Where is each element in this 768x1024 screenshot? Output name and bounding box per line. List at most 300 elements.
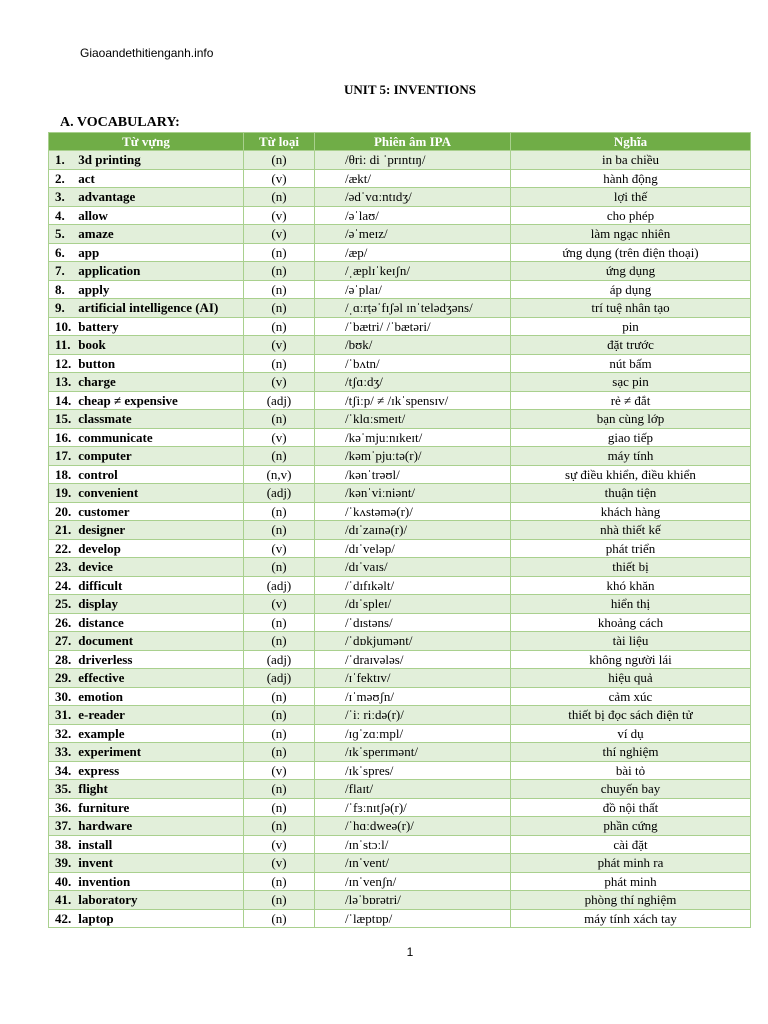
word-cell <box>49 613 244 632</box>
meaning-cell: khách hàng <box>511 502 751 521</box>
meaning-cell: tài liệu <box>511 632 751 651</box>
ipa-cell: /kəmˈpjuːtə(r)/ <box>315 447 511 466</box>
ipa-cell: /ˈbʌtn/ <box>315 354 511 373</box>
row-number: 29. <box>55 670 72 686</box>
vocab-word: driverless <box>78 651 133 667</box>
meaning-cell: chuyến bay <box>511 780 751 799</box>
vocab-word: example <box>78 725 125 741</box>
meaning-cell: cảm xúc <box>511 687 751 706</box>
word-cell <box>49 854 244 873</box>
meaning-cell: phát minh ra <box>511 854 751 873</box>
vocab-word: emotion <box>78 688 124 704</box>
vocab-word: convenient <box>78 485 139 501</box>
vocab-word: button <box>78 355 116 371</box>
vocab-word: book <box>78 337 106 353</box>
row-number: 20. <box>55 503 72 519</box>
row-number: 5. <box>55 226 65 242</box>
table-row <box>49 354 751 373</box>
table-row <box>49 225 751 244</box>
word-cell <box>49 169 244 188</box>
row-number: 36. <box>55 799 72 815</box>
vocab-word: distance <box>78 614 124 630</box>
word-cell <box>49 317 244 336</box>
vocab-word: hardware <box>78 818 133 834</box>
row-number: 13. <box>55 374 72 390</box>
table-row <box>49 780 751 799</box>
meaning-cell: cài đặt <box>511 835 751 854</box>
vocab-word: difficult <box>78 577 123 593</box>
part-of-speech-cell: (adj) <box>244 669 315 688</box>
vocab-word: invention <box>78 873 131 889</box>
meaning-cell: sạc pin <box>511 373 751 392</box>
row-number: 33. <box>55 744 72 760</box>
meaning-cell: bạn cùng lớp <box>511 410 751 429</box>
row-number: 1. <box>55 152 65 168</box>
meaning-cell: rẻ ≠ đắt <box>511 391 751 410</box>
table-row <box>49 761 751 780</box>
ipa-cell: /ɪnˈvent/ <box>315 854 511 873</box>
vocab-word: flight <box>78 781 108 797</box>
part-of-speech-cell: (n) <box>244 410 315 429</box>
word-cell <box>49 465 244 484</box>
table-row <box>49 872 751 891</box>
part-of-speech-cell: (n) <box>244 632 315 651</box>
vocabulary-table <box>48 132 751 928</box>
table-row <box>49 299 751 318</box>
word-cell <box>49 706 244 725</box>
table-row <box>49 687 751 706</box>
row-number: 10. <box>55 318 72 334</box>
part-of-speech-cell: (v) <box>244 539 315 558</box>
meaning-cell: phòng thí nghiệm <box>511 891 751 910</box>
part-of-speech-cell: (v) <box>244 428 315 447</box>
row-number: 42. <box>55 910 72 926</box>
row-number: 25. <box>55 596 72 612</box>
row-number: 14. <box>55 392 72 408</box>
part-of-speech-cell: (n) <box>244 780 315 799</box>
table-row <box>49 798 751 817</box>
vocab-word: charge <box>78 374 116 390</box>
part-of-speech-cell: (n) <box>244 243 315 262</box>
word-cell <box>49 243 244 262</box>
vocab-word: communicate <box>78 429 153 445</box>
part-of-speech-cell: (v) <box>244 169 315 188</box>
row-number: 16. <box>55 429 72 445</box>
word-cell <box>49 724 244 743</box>
table-row <box>49 835 751 854</box>
part-of-speech-cell: (n) <box>244 687 315 706</box>
table-row <box>49 484 751 503</box>
word-cell <box>49 761 244 780</box>
part-of-speech-cell: (n) <box>244 558 315 577</box>
part-of-speech-cell: (n) <box>244 447 315 466</box>
ipa-cell: /əˈplaɪ/ <box>315 280 511 299</box>
table-row <box>49 428 751 447</box>
word-cell <box>49 206 244 225</box>
vocab-word: application <box>78 263 141 279</box>
meaning-cell: cho phép <box>511 206 751 225</box>
vocab-word: experiment <box>78 744 142 760</box>
word-cell <box>49 539 244 558</box>
table-row <box>49 188 751 207</box>
meaning-cell: phần cứng <box>511 817 751 836</box>
meaning-cell: nút bấm <box>511 354 751 373</box>
table-row <box>49 724 751 743</box>
row-number: 27. <box>55 633 72 649</box>
part-of-speech-cell: (n) <box>244 798 315 817</box>
part-of-speech-cell: (adj) <box>244 576 315 595</box>
ipa-cell: /ˌæplɪˈkeɪʃn/ <box>315 262 511 281</box>
ipa-cell: /dɪˈvaɪs/ <box>315 558 511 577</box>
vocab-word: laboratory <box>78 892 138 908</box>
ipa-cell: /ˈhɑːdweə(r)/ <box>315 817 511 836</box>
ipa-cell: /ɪˈfektɪv/ <box>315 669 511 688</box>
row-number: 18. <box>55 466 72 482</box>
meaning-cell: phát triển <box>511 539 751 558</box>
vocab-word: document <box>78 633 134 649</box>
meaning-cell: ví dụ <box>511 724 751 743</box>
ipa-cell: /ˈdɒkjumənt/ <box>315 632 511 651</box>
table-row <box>49 576 751 595</box>
ipa-cell: /ˈdɪstəns/ <box>315 613 511 632</box>
table-row <box>49 169 751 188</box>
vocab-word: cheap ≠ expensive <box>78 392 178 408</box>
meaning-cell: làm ngạc nhiên <box>511 225 751 244</box>
part-of-speech-cell: (n) <box>244 706 315 725</box>
part-of-speech-cell: (v) <box>244 854 315 873</box>
part-of-speech-cell: (n) <box>244 872 315 891</box>
meaning-cell: không người lái <box>511 650 751 669</box>
word-cell <box>49 650 244 669</box>
row-number: 22. <box>55 540 72 556</box>
meaning-cell: khoảng cách <box>511 613 751 632</box>
part-of-speech-cell: (n) <box>244 188 315 207</box>
row-number: 21. <box>55 522 72 538</box>
meaning-cell: đồ nội thất <box>511 798 751 817</box>
table-row <box>49 539 751 558</box>
ipa-cell: /əˈmeɪz/ <box>315 225 511 244</box>
ipa-cell: /ɪnˈstɔːl/ <box>315 835 511 854</box>
part-of-speech-cell: (n) <box>244 817 315 836</box>
table-body <box>49 151 751 928</box>
ipa-cell: /kənˈtrəʊl/ <box>315 465 511 484</box>
row-number: 26. <box>55 614 72 630</box>
ipa-cell: /dɪˈspleɪ/ <box>315 595 511 614</box>
ipa-cell: /ədˈvɑːntɪdʒ/ <box>315 188 511 207</box>
vocab-word: artificial intelligence (AI) <box>78 300 219 316</box>
row-number: 23. <box>55 559 72 575</box>
vocab-word: customer <box>78 503 130 519</box>
part-of-speech-cell: (n) <box>244 299 315 318</box>
ipa-cell: /ˈdraɪvələs/ <box>315 650 511 669</box>
row-number: 37. <box>55 818 72 834</box>
word-cell <box>49 576 244 595</box>
row-number: 6. <box>55 244 65 260</box>
table-row <box>49 502 751 521</box>
vocab-word: furniture <box>78 799 130 815</box>
meaning-cell: bài tỏ <box>511 761 751 780</box>
row-number: 28. <box>55 651 72 667</box>
table-row <box>49 243 751 262</box>
column-header-meaning: Nghĩa <box>511 133 751 151</box>
word-cell <box>49 428 244 447</box>
part-of-speech-cell: (n) <box>244 743 315 762</box>
table-row <box>49 447 751 466</box>
ipa-cell: /dɪˈveləp/ <box>315 539 511 558</box>
column-header-ipa: Phiên âm IPA <box>315 133 511 151</box>
meaning-cell: máy tính <box>511 447 751 466</box>
word-cell <box>49 780 244 799</box>
row-number: 31. <box>55 707 72 723</box>
row-number: 8. <box>55 281 65 297</box>
meaning-cell: ứng dụng (trên điện thoại) <box>511 243 751 262</box>
ipa-cell: /ˈkʌstəmə(r)/ <box>315 502 511 521</box>
part-of-speech-cell: (n) <box>244 151 315 170</box>
table-row <box>49 632 751 651</box>
row-number: 2. <box>55 170 65 186</box>
ipa-cell: /ɪnˈvenʃn/ <box>315 872 511 891</box>
word-cell <box>49 373 244 392</box>
ipa-cell: /ˌɑːrṭəˈfɪʃəl ɪnˈtelədʒəns/ <box>315 299 511 318</box>
meaning-cell: hiển thị <box>511 595 751 614</box>
ipa-cell: /ɪkˈsperɪmənt/ <box>315 743 511 762</box>
part-of-speech-cell: (v) <box>244 761 315 780</box>
word-cell <box>49 336 244 355</box>
table-row <box>49 262 751 281</box>
word-cell <box>49 502 244 521</box>
ipa-cell: /ˈdɪfɪkəlt/ <box>315 576 511 595</box>
word-cell <box>49 484 244 503</box>
meaning-cell: in ba chiều <box>511 151 751 170</box>
ipa-cell: /æp/ <box>315 243 511 262</box>
ipa-cell: /ˈbætri/ /ˈbætəri/ <box>315 317 511 336</box>
row-number: 40. <box>55 873 72 889</box>
vocab-word: classmate <box>78 411 132 427</box>
word-cell <box>49 225 244 244</box>
vocab-word: display <box>78 596 118 612</box>
part-of-speech-cell: (n) <box>244 317 315 336</box>
word-cell <box>49 558 244 577</box>
word-cell <box>49 798 244 817</box>
table-row <box>49 206 751 225</box>
row-number: 15. <box>55 411 72 427</box>
page-title: UNIT 5: INVENTIONS <box>344 82 476 97</box>
row-number: 38. <box>55 836 72 852</box>
vocab-word: invent <box>78 855 113 871</box>
row-number: 19. <box>55 485 72 501</box>
part-of-speech-cell: (n,v) <box>244 465 315 484</box>
word-cell <box>49 447 244 466</box>
table-row <box>49 669 751 688</box>
table-row <box>49 706 751 725</box>
meaning-cell: thuận tiện <box>511 484 751 503</box>
part-of-speech-cell: (v) <box>244 835 315 854</box>
row-number: 35. <box>55 781 72 797</box>
vocab-word: act <box>78 170 95 186</box>
word-cell <box>49 687 244 706</box>
vocab-word: designer <box>78 522 126 538</box>
ipa-cell: /ɪɡˈzɑːmpl/ <box>315 724 511 743</box>
word-cell <box>49 872 244 891</box>
meaning-cell: nhà thiết kế <box>511 521 751 540</box>
row-number: 41. <box>55 892 72 908</box>
part-of-speech-cell: (adj) <box>244 484 315 503</box>
meaning-cell: máy tính xách tay <box>511 909 751 928</box>
column-header-pos: Từ loại <box>244 133 315 151</box>
meaning-cell: áp dụng <box>511 280 751 299</box>
ipa-cell: /əˈlaʊ/ <box>315 206 511 225</box>
table-row <box>49 373 751 392</box>
ipa-cell: /dɪˈzaɪnə(r)/ <box>315 521 511 540</box>
column-header-word: Từ vựng <box>49 133 244 151</box>
part-of-speech-cell: (adj) <box>244 391 315 410</box>
meaning-cell: hành động <box>511 169 751 188</box>
table-row <box>49 650 751 669</box>
part-of-speech-cell: (n) <box>244 521 315 540</box>
row-number: 34. <box>55 762 72 778</box>
vocab-word: advantage <box>78 189 136 205</box>
part-of-speech-cell: (n) <box>244 502 315 521</box>
word-cell <box>49 669 244 688</box>
part-of-speech-cell: (n) <box>244 354 315 373</box>
vocab-word: install <box>78 836 113 852</box>
meaning-cell: phát minh <box>511 872 751 891</box>
table-row <box>49 317 751 336</box>
row-number: 32. <box>55 725 72 741</box>
ipa-cell: /ækt/ <box>315 169 511 188</box>
meaning-cell: ứng dụng <box>511 262 751 281</box>
vocab-word: battery <box>78 318 119 334</box>
table-row <box>49 854 751 873</box>
row-number: 3. <box>55 189 65 205</box>
meaning-cell: giao tiếp <box>511 428 751 447</box>
row-number: 9. <box>55 300 65 316</box>
word-cell <box>49 391 244 410</box>
table-header-row <box>49 133 751 151</box>
row-number: 11. <box>55 337 71 353</box>
word-cell <box>49 891 244 910</box>
table-row <box>49 280 751 299</box>
vocab-word: app <box>78 244 100 260</box>
meaning-cell: hiệu quả <box>511 669 751 688</box>
row-number: 7. <box>55 263 65 279</box>
word-cell <box>49 835 244 854</box>
table-row <box>49 595 751 614</box>
word-cell <box>49 299 244 318</box>
part-of-speech-cell: (n) <box>244 909 315 928</box>
section-heading: A. VOCABULARY: <box>60 115 180 130</box>
word-cell <box>49 262 244 281</box>
site-name: Giaoandethitienganh.info <box>80 46 214 60</box>
table-row <box>49 909 751 928</box>
vocab-word: device <box>78 559 113 575</box>
word-cell <box>49 188 244 207</box>
meaning-cell: đặt trước <box>511 336 751 355</box>
table-row <box>49 391 751 410</box>
ipa-cell: /bʊk/ <box>315 336 511 355</box>
vocab-word: e-reader <box>78 707 125 723</box>
ipa-cell: /ləˈbɒrətri/ <box>315 891 511 910</box>
vocab-word: develop <box>78 540 121 556</box>
table-row <box>49 521 751 540</box>
ipa-cell: /kənˈviːniənt/ <box>315 484 511 503</box>
meaning-cell: thí nghiệm <box>511 743 751 762</box>
row-number: 12. <box>55 355 72 371</box>
row-number: 39. <box>55 855 72 871</box>
ipa-cell: /ɪkˈspres/ <box>315 761 511 780</box>
vocab-word: control <box>78 466 118 482</box>
word-cell <box>49 595 244 614</box>
vocab-word: laptop <box>78 910 114 926</box>
row-number: 30. <box>55 688 72 704</box>
meaning-cell: khó khăn <box>511 576 751 595</box>
part-of-speech-cell: (v) <box>244 336 315 355</box>
table-row <box>49 817 751 836</box>
vocab-word: express <box>78 762 120 778</box>
word-cell <box>49 817 244 836</box>
ipa-cell: /tʃɑːdʒ/ <box>315 373 511 392</box>
meaning-cell: sự điều khiển, điều khiển <box>511 465 751 484</box>
ipa-cell: /flaɪt/ <box>315 780 511 799</box>
vocab-word: computer <box>78 448 132 464</box>
meaning-cell: thiết bị <box>511 558 751 577</box>
word-cell <box>49 743 244 762</box>
meaning-cell: thiết bị đọc sách điện tử <box>511 706 751 725</box>
meaning-cell: lợi thế <box>511 188 751 207</box>
ipa-cell: /ˈklɑːsmeɪt/ <box>315 410 511 429</box>
part-of-speech-cell: (n) <box>244 613 315 632</box>
vocab-word: apply <box>78 281 110 297</box>
word-cell <box>49 521 244 540</box>
part-of-speech-cell: (n) <box>244 891 315 910</box>
meaning-cell: trí tuệ nhân tạo <box>511 299 751 318</box>
part-of-speech-cell: (n) <box>244 262 315 281</box>
word-cell <box>49 909 244 928</box>
table-row <box>49 151 751 170</box>
vocab-word: effective <box>78 670 125 686</box>
part-of-speech-cell: (v) <box>244 373 315 392</box>
part-of-speech-cell: (n) <box>244 724 315 743</box>
table-row <box>49 613 751 632</box>
word-cell <box>49 354 244 373</box>
table-row <box>49 743 751 762</box>
ipa-cell: /ɪˈməʊʃn/ <box>315 687 511 706</box>
word-cell <box>49 632 244 651</box>
row-number: 17. <box>55 448 72 464</box>
vocab-word: 3d printing <box>78 152 141 168</box>
part-of-speech-cell: (n) <box>244 280 315 299</box>
vocab-word: amaze <box>78 226 114 242</box>
ipa-cell: /kəˈmjuːnɪkeɪt/ <box>315 428 511 447</box>
part-of-speech-cell: (v) <box>244 595 315 614</box>
table-row <box>49 465 751 484</box>
page-number: 1 <box>406 945 414 959</box>
table-row <box>49 410 751 429</box>
ipa-cell: /θri: di ˈprɪntɪŋ/ <box>315 151 511 170</box>
table-row <box>49 336 751 355</box>
ipa-cell: /ˈiː riːdə(r)/ <box>315 706 511 725</box>
row-number: 4. <box>55 207 65 223</box>
ipa-cell: /ˈlæptɒp/ <box>315 909 511 928</box>
ipa-cell: /ˈfɜːnɪtʃə(r)/ <box>315 798 511 817</box>
vocab-word: allow <box>78 207 108 223</box>
row-number: 24. <box>55 577 72 593</box>
ipa-cell: /tʃiːp/ ≠ /ɪkˈspensɪv/ <box>315 391 511 410</box>
table-row <box>49 891 751 910</box>
word-cell <box>49 410 244 429</box>
word-cell <box>49 151 244 170</box>
meaning-cell: pin <box>511 317 751 336</box>
